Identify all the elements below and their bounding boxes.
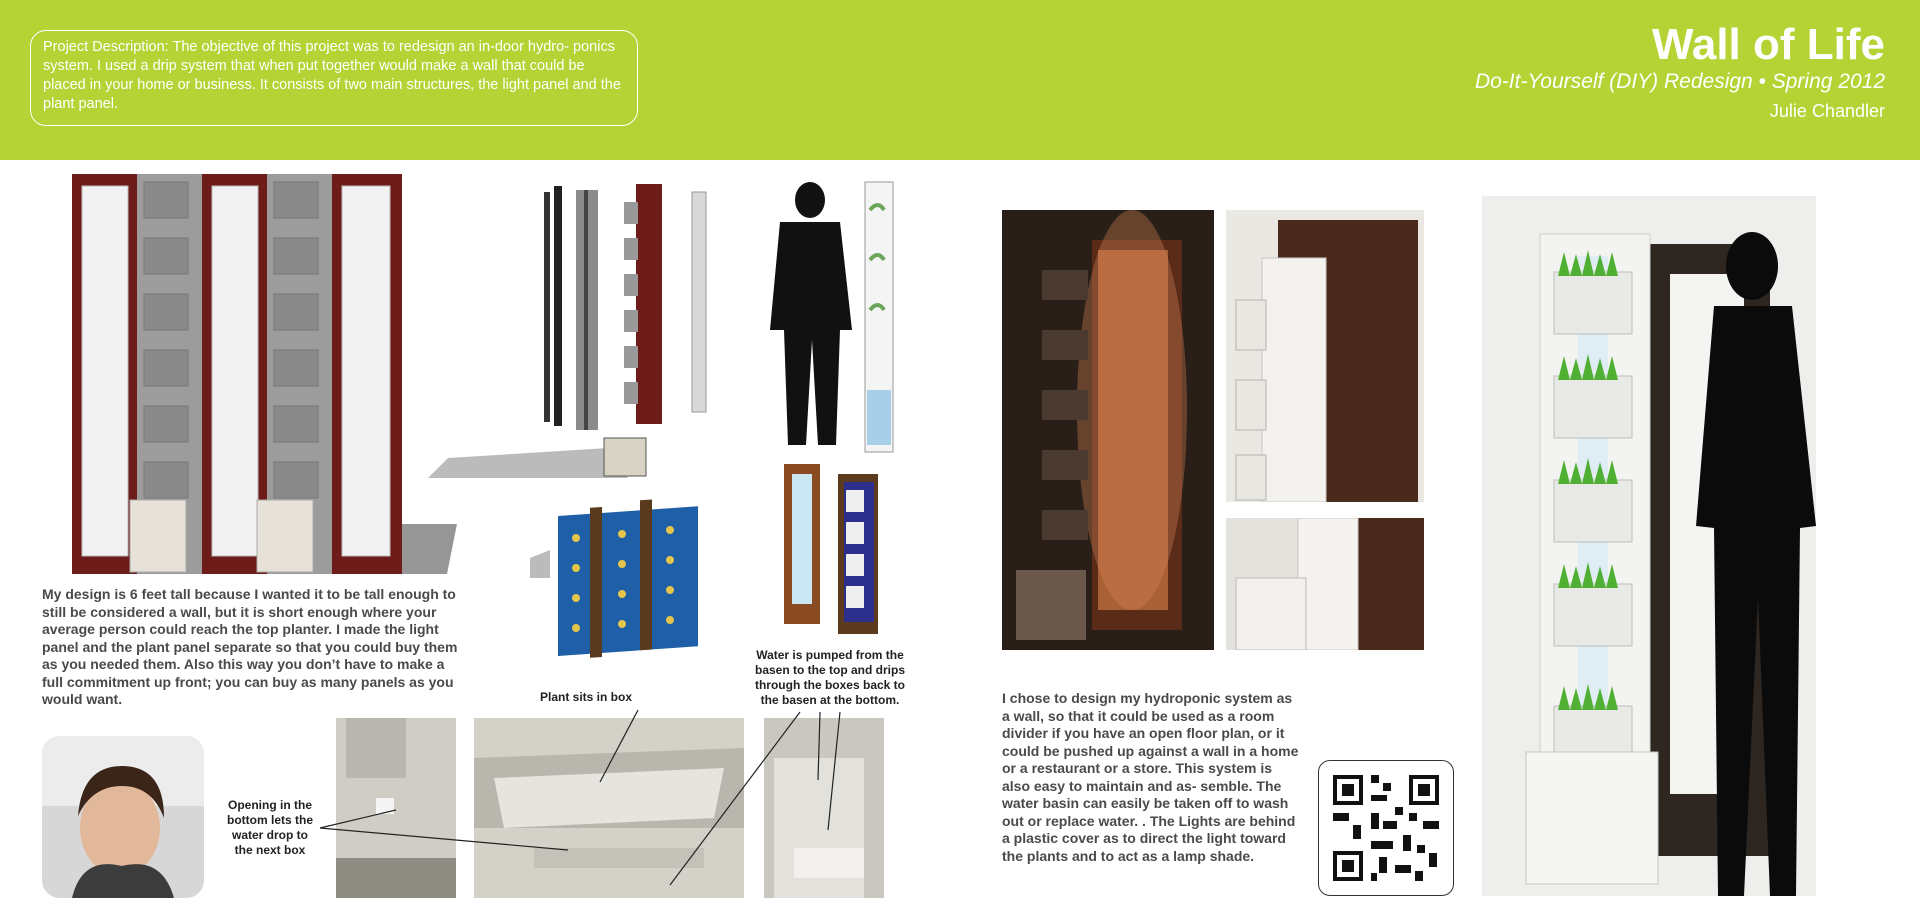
designer-portrait [42,736,204,898]
design-paragraph-left: My design is 6 feet tall because I wanted it to be tall enough to still be considered a wall, but it is short enough where your average person could reach the top planter. I made the light panel and the plant panel separate so that you could buy them as you needed them. Also this way you don’t have to make a full commitment up front; you can buy as many panels as you would want. [42,586,458,707]
qr-code[interactable] [1318,760,1454,896]
caption-opening: Opening in the bottom lets the water drop to the next box [227,798,313,857]
project-description: Project Description: The objective of this project was to redesign an in-door hydro- ponics system. I used a drip system that when put together would make a wall that could be placed in your home or business. It consists of two main structures, the light panel and the plant panel. [30,30,638,126]
photo-full-wall-with-person [1482,196,1816,896]
caption-plant-sits: Plant sits in box [539,690,632,704]
page-title: Wall of Life [1651,20,1885,69]
leader-lines [300,700,920,900]
photo-plant-panel-top [1226,210,1424,502]
scale-silhouette-drawing [750,180,900,455]
design-paragraph-right: I chose to design my hydroponic system as a wall, so that it could be used as a room divider if you have an open floor plan, or it could be pushed up against a wall in a home or a restaurant or a store. This system is also easy to maintain and as- semble. The water basin can easily be taken off to wash out or replace water. . The Lights are behind a plastic cover as to direct the light toward the plants and to act as a lamp shade. [1002,690,1299,864]
tower-renders [780,460,890,640]
exploded-view-render [428,178,728,478]
photo-lit-prototype [1002,210,1214,650]
author-name: Julie Chandler [1769,101,1885,121]
photo-basin-detail [1226,518,1424,650]
panel-render-front [42,172,462,578]
caption-water-pumped: Water is pumped from the basen to the top and drips through the boxes back to the basen at the bottom. [754,648,905,707]
blue-planter-render [530,498,710,670]
page-subtitle: Do-It-Yourself (DIY) Redesign • Spring 2012 [1474,70,1885,93]
